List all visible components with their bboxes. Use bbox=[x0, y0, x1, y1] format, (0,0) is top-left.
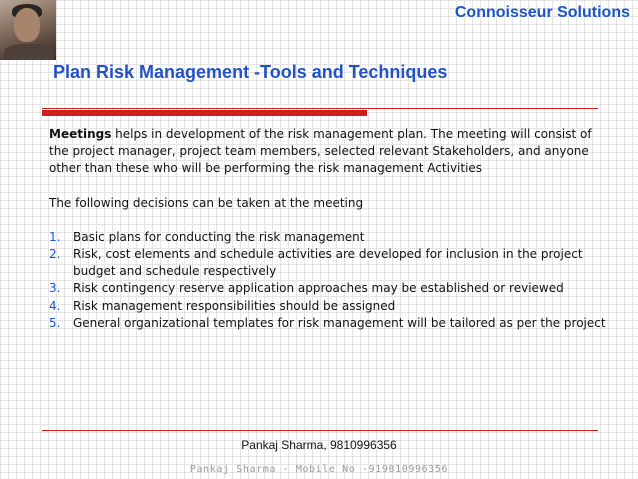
paragraph-spacer bbox=[49, 178, 614, 195]
list-item-number: 3. bbox=[49, 281, 61, 296]
list-item-text: General organizational templates for risk management will be tailored as per the project bbox=[73, 315, 606, 330]
list-item-number: 2. bbox=[49, 247, 61, 262]
list-item bbox=[49, 298, 614, 315]
list-item bbox=[49, 246, 614, 280]
presenter-photo bbox=[0, 0, 56, 60]
list-item bbox=[49, 315, 614, 332]
list-item bbox=[49, 229, 614, 246]
footer-mobile: Pankaj Sharma - Mobile No -919810996356 bbox=[189, 464, 449, 475]
footer-divider bbox=[42, 430, 598, 431]
intro-paragraph bbox=[49, 126, 614, 178]
intro-bold-term: Meetings bbox=[49, 127, 112, 141]
list-item-text: Basic plans for conducting the risk management bbox=[73, 229, 365, 244]
intro-text: helps in development of the risk management plan. The meeting will consist of the project manager, project team members, selected relevant Stakeholders, and anyone other than these who will be performing the risk management Activities bbox=[49, 127, 592, 176]
photo-face bbox=[14, 8, 40, 42]
list-item-number: 4. bbox=[49, 298, 61, 313]
footer-presenter: Pankaj Sharma, 9810996356 bbox=[241, 438, 397, 452]
title-divider-thin bbox=[42, 108, 598, 109]
slide-body bbox=[49, 126, 614, 332]
list-item-text: Risk contingency reserve application approaches may be established or reviewed bbox=[73, 281, 564, 296]
slide-title: Plan Risk Management -Tools and Techniques bbox=[53, 62, 448, 82]
company-name: Connoisseur Solutions bbox=[454, 4, 630, 21]
decisions-list bbox=[49, 229, 614, 332]
list-item-text: Risk, cost elements and schedule activities are developed for inclusion in the project budget and schedule respectively bbox=[73, 247, 583, 279]
list-item-number: 5. bbox=[49, 315, 61, 330]
list-item-text: Risk management responsibilities should be assigned bbox=[73, 298, 396, 313]
paragraph-spacer bbox=[49, 212, 614, 229]
title-divider-thick bbox=[42, 110, 367, 116]
lead-text: The following decisions can be taken at the meeting bbox=[49, 195, 364, 210]
list-item bbox=[49, 280, 614, 297]
list-item-number: 1. bbox=[49, 229, 61, 244]
photo-shirt bbox=[4, 44, 54, 60]
